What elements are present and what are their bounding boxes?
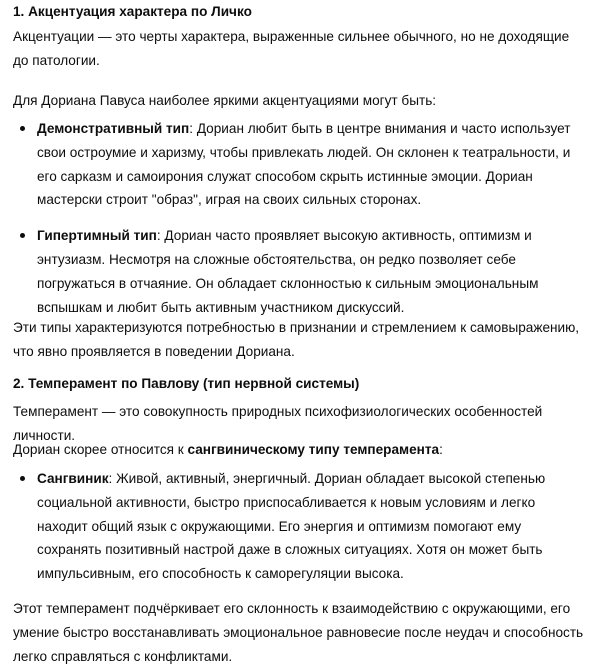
lead-prefix: Дориан скорее относится к xyxy=(13,442,188,457)
list-item-demonstrative xyxy=(13,117,585,212)
lead-suffix: : xyxy=(439,442,443,457)
bullet-icon xyxy=(20,126,25,131)
section1-intro: Акцентуации — это черты характера, выраженные сильнее обычного, но не доходящие до патологии. xyxy=(13,29,570,68)
term-hyperthymic: Гипертимный тип xyxy=(37,228,157,244)
term-demonstrative: Демонстративный тип xyxy=(37,121,190,136)
text-demonstrative: : Дориан любит быть в центре внимания и часто использует свои остроумие и харизму, чтобы привлекать людей. Он склонен к театральности, и его сарказм и самоирония служат способом скрыть истинные эмоции. Дориан мастерски строит "образ", играя на своих сильных сторонах. xyxy=(37,121,571,208)
section2-lead xyxy=(13,438,443,462)
bullet-icon xyxy=(20,476,25,481)
section1-lead: Для Дориана Павуса наиболее яркими акцентуациями могут быть: xyxy=(13,93,437,108)
term-sanguine: Сангвиник xyxy=(37,471,109,486)
list-item-hyperthymic xyxy=(13,224,585,319)
section2-heading: 2. Темперамент по Павлову (тип нервной системы) xyxy=(13,376,360,391)
section1-list xyxy=(13,117,585,319)
section1-summary: Эти типы характеризуются потребностью в признании и стремлением к самовыражению, что явно проявляется в поведении Дориана. xyxy=(13,320,580,359)
section2-list xyxy=(13,467,585,586)
lead-bold: сангвиническому типу темперамента xyxy=(187,442,440,457)
text-hyperthymic: : Дориан часто проявляет высокую активность, оптимизм и энтузиазм. Несмотря на сложные обстоятельства, он редко позволяет себе погружаться в отчаяние. Он обладает склонностью к сильным эмоциональным вспышкам и любит быть активным участником дискуссий. xyxy=(37,228,539,315)
list-item-sanguine xyxy=(13,467,585,586)
section1-heading: 1. Акцентуация характера по Личко xyxy=(13,4,252,19)
section2-intro: Темперамент — это совокупность природных психофизиологических особенностей личности. xyxy=(13,404,543,443)
text-sanguine: : Живой, активный, энергичный. Дориан обладает высокой степенью социальной активности, быстро приспосабливается к новым условиям и легко находит общий язык с окружающими. Его энергия и оптимизм помогают ему сохранять позитивный настрой даже в сложных ситуациях. Хотя он может быть импульсивным, его способность к саморегуляции высока. xyxy=(37,471,546,582)
bullet-icon xyxy=(20,233,25,238)
section2-summary: Этот темперамент подчёркивает его склонность к взаимодействию с окружающими, его умение быстро восстанавливать эмоциональное равновесие после неудач и способность легко справляться с конфликтами. xyxy=(13,601,584,664)
